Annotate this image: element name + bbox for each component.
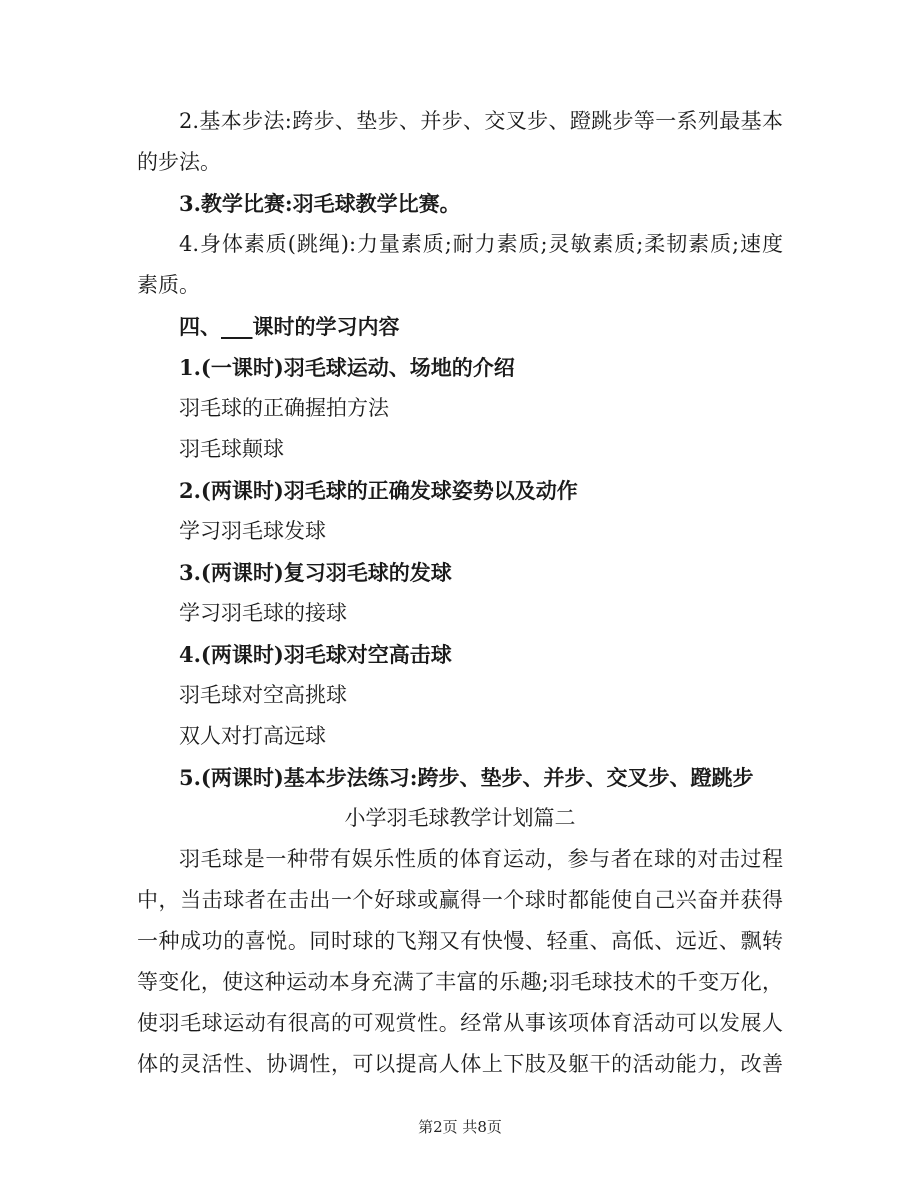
lesson-4-title: 4.(两课时)羽毛球对空高击球 xyxy=(179,642,452,667)
paragraph-line: 使羽毛球运动有很高的可观赏性。经常从事该项体育活动可以发展人 xyxy=(137,1011,783,1035)
page-footer: 第2页 共8页 xyxy=(418,1118,502,1136)
item-4-line-1: 4.身体素质(跳绳):力量素质;耐力素质;灵敏素质;柔韧素质;速度 xyxy=(179,232,783,256)
lesson-2-title: 2.(两课时)羽毛球的正确发球姿势以及动作 xyxy=(179,478,578,503)
item-2-line-1: 2.基本步法:跨步、垫步、并步、交叉步、蹬跳步等一系列最基本 xyxy=(179,109,783,133)
paragraph-line: 中，当击球者在击出一个好球或赢得一个球时都能使自己兴奋并获得 xyxy=(137,888,783,912)
lesson-4-detail: 双人对打高远球 xyxy=(179,724,326,748)
lesson-4-detail: 羽毛球对空高挑球 xyxy=(179,683,347,707)
item-3: 3.教学比赛:羽毛球教学比赛。 xyxy=(179,191,461,216)
lesson-2-detail: 学习羽毛球发球 xyxy=(179,519,326,543)
lesson-3-detail: 学习羽毛球的接球 xyxy=(179,601,347,625)
lesson-1-title: 1.(一课时)羽毛球运动、场地的介绍 xyxy=(179,355,515,380)
lesson-1-detail: 羽毛球颠球 xyxy=(179,437,284,461)
item-2-line-2: 的步法。 xyxy=(137,150,221,174)
paragraph-line: 等变化，使这种运动本身充满了丰富的乐趣;羽毛球技术的千变万化， xyxy=(137,970,783,994)
lesson-3-title: 3.(两课时)复习羽毛球的发球 xyxy=(179,560,452,585)
part-two-title: 小学羽毛球教学计划篇二 xyxy=(344,806,576,830)
item-4-line-2: 素质。 xyxy=(137,273,200,297)
document-body xyxy=(137,101,783,1085)
paragraph-line: 一种成功的喜悦。同时球的飞翔又有快慢、轻重、高低、远近、飘转 xyxy=(137,929,783,953)
lesson-1-detail: 羽毛球的正确握拍方法 xyxy=(179,396,389,420)
section-heading-lessons: 四、___课时的学习内容 xyxy=(179,314,400,339)
paragraph-line: 体的灵活性、协调性，可以提高人体上下肢及躯干的活动能力，改善 xyxy=(137,1052,783,1076)
paragraph-line: 羽毛球是一种带有娱乐性质的体育运动，参与者在球的对击过程 xyxy=(179,847,783,871)
lesson-5-title: 5.(两课时)基本步法练习:跨步、垫步、并步、交叉步、蹬跳步 xyxy=(179,765,754,790)
